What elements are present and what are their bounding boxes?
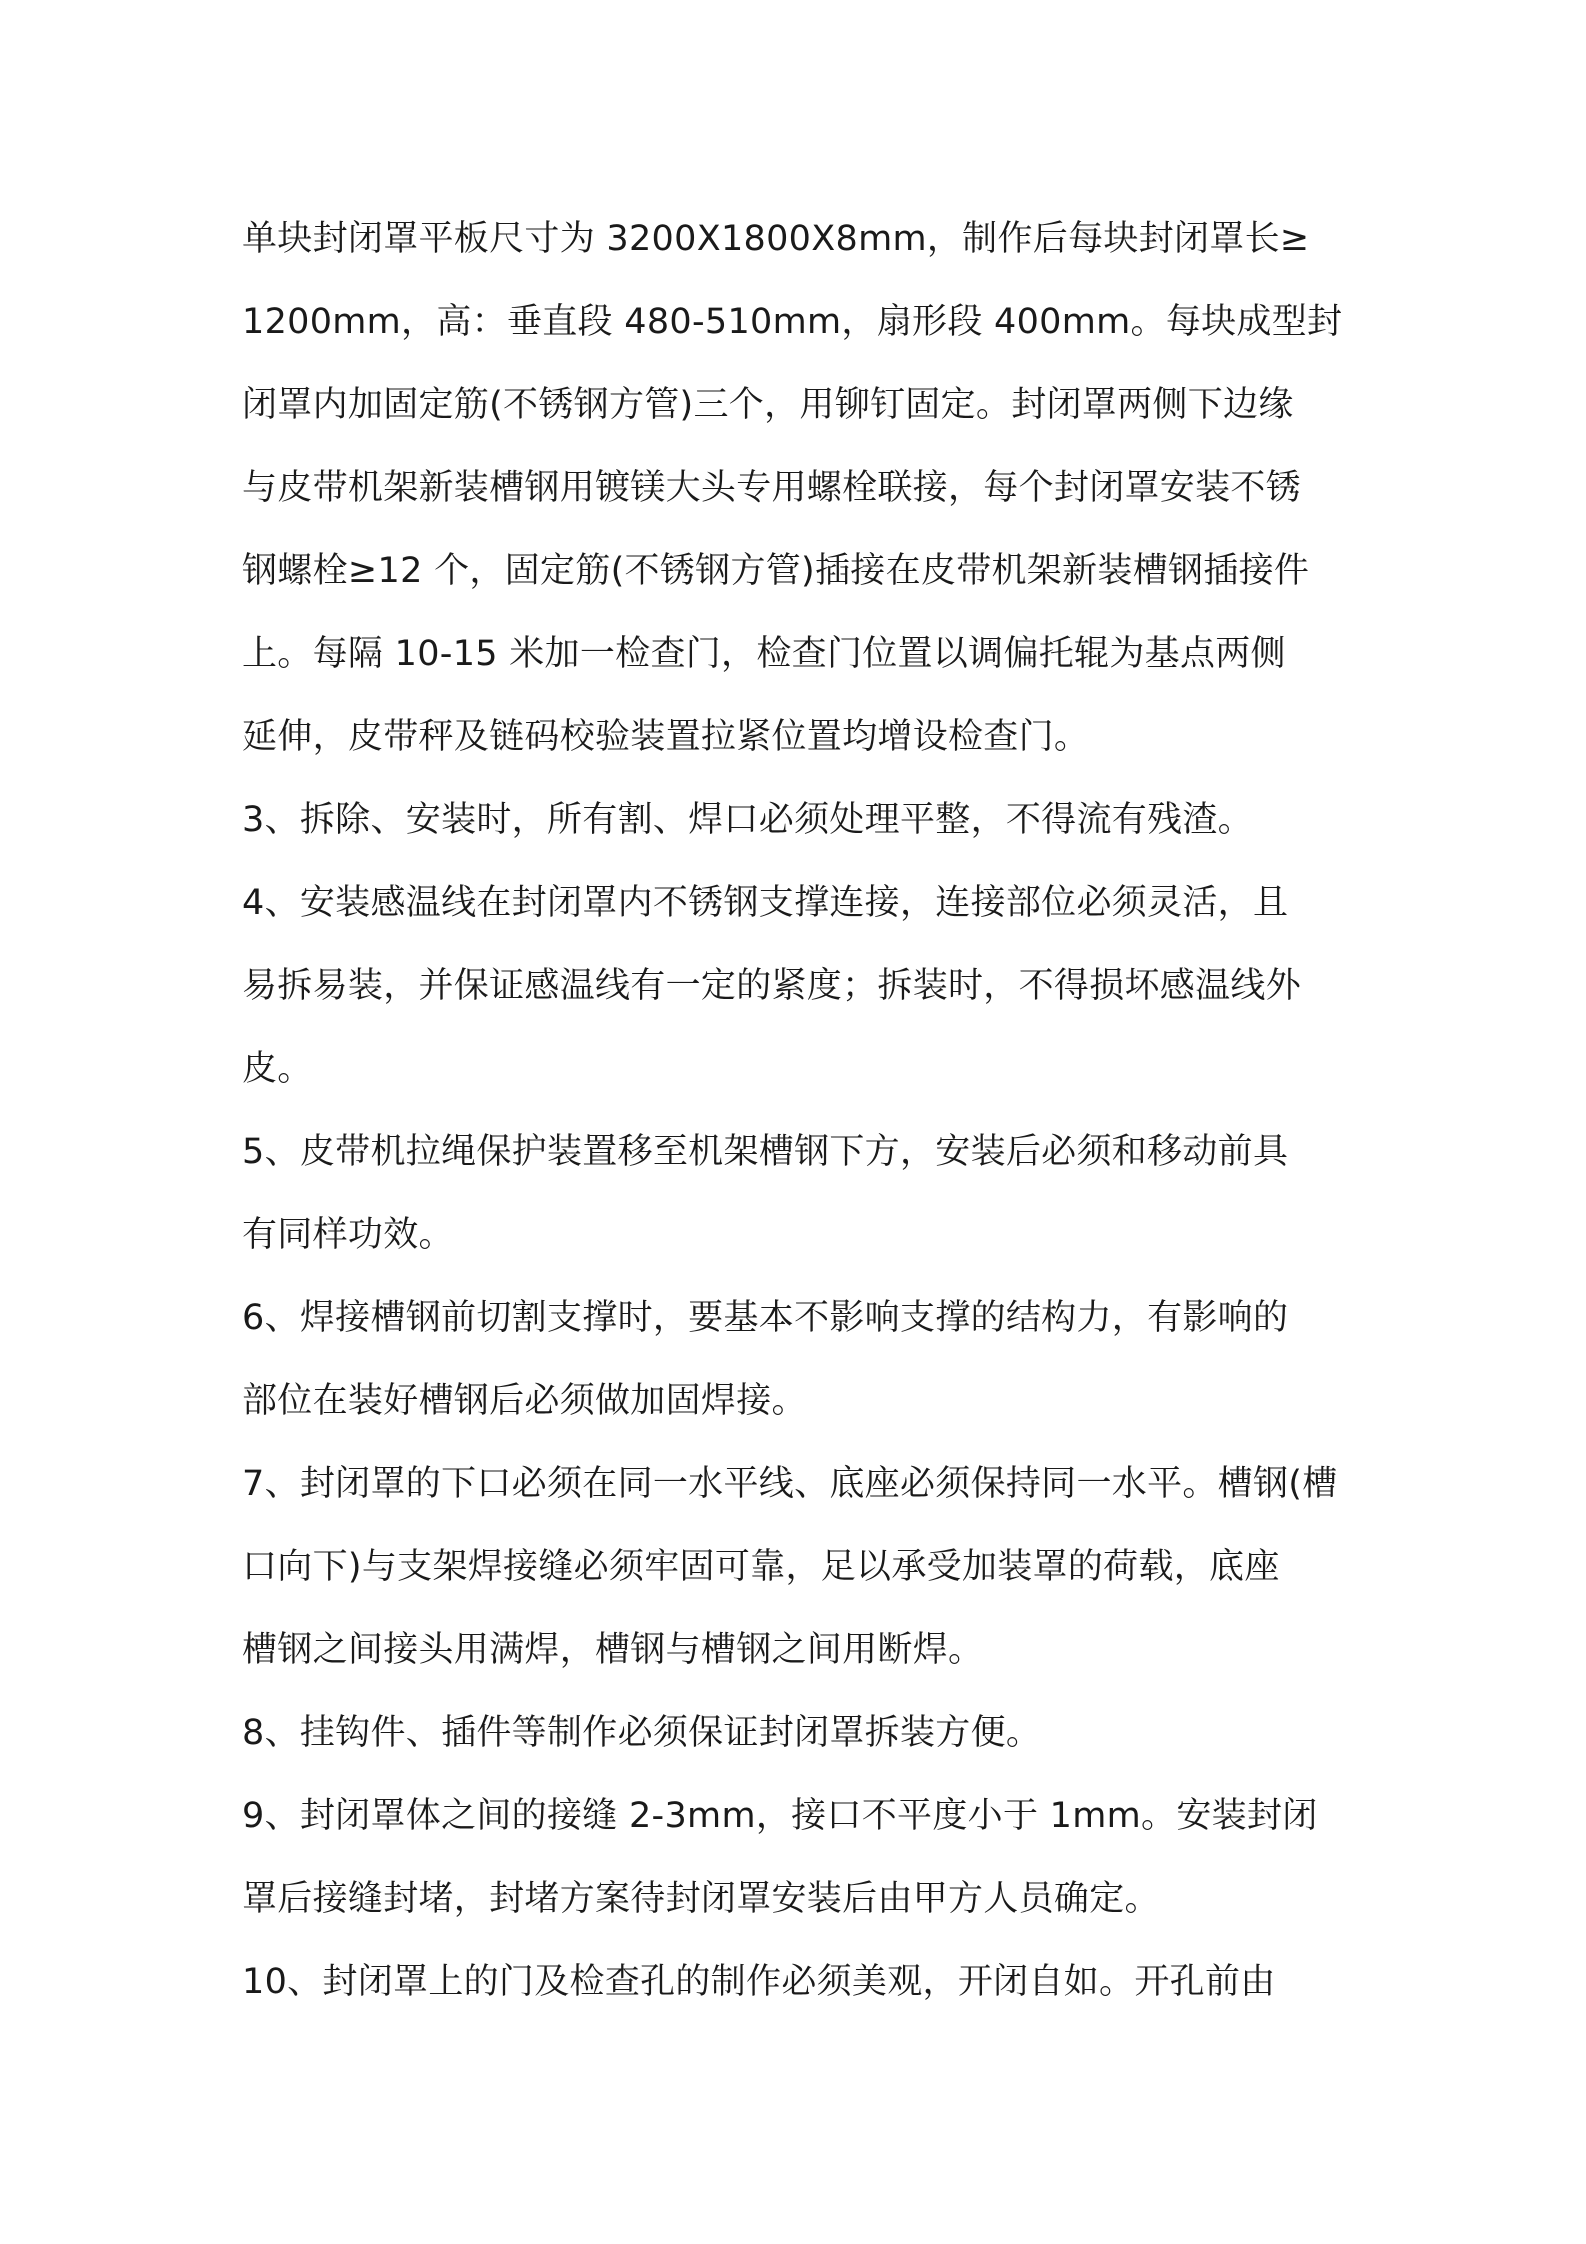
- text-line: 7、封闭罩的下口必须在同一水平线、底座必须保持同一水平。槽钢(槽: [242, 1464, 1338, 1504]
- text-line: 有同样功效。: [242, 1215, 454, 1255]
- document-body: [242, 198, 1352, 2024]
- text-line: 易拆易装，并保证感温线有一定的紧度；拆装时，不得损坏感温线外: [242, 966, 1302, 1006]
- text-line: 与皮带机架新装槽钢用镀镁大头专用螺栓联接，每个封闭罩安装不锈: [242, 468, 1302, 508]
- text-line: 闭罩内加固定筋(不锈钢方管)三个，用铆钉固定。封闭罩两侧下边缘: [242, 385, 1294, 425]
- text-line: 单块封闭罩平板尺寸为 3200X1800X8mm，制作后每块封闭罩长≥: [242, 219, 1310, 259]
- text-line: 8、挂钩件、插件等制作必须保证封闭罩拆装方便。: [242, 1713, 1042, 1753]
- text-line: 罩后接缝封堵，封堵方案待封闭罩安装后由甲方人员确定。: [242, 1879, 1160, 1919]
- text-line: 皮。: [242, 1049, 313, 1089]
- text-line: 6、焊接槽钢前切割支撑时，要基本不影响支撑的结构力，有影响的: [242, 1298, 1289, 1338]
- text-line: 9、封闭罩体之间的接缝 2-3mm，接口不平度小于 1mm。安装封闭: [242, 1796, 1318, 1836]
- text-line: 10、封闭罩上的门及检查孔的制作必须美观，开闭自如。开孔前由: [242, 1962, 1276, 2002]
- text-line: 3、拆除、安装时，所有割、焊口必须处理平整，不得流有残渣。: [242, 800, 1253, 840]
- text-line: 4、安装感温线在封闭罩内不锈钢支撑连接，连接部位必须灵活，且: [242, 883, 1289, 923]
- text-line: 部位在装好槽钢后必须做加固焊接。: [242, 1381, 807, 1421]
- text-line: 口向下)与支架焊接缝必须牢固可靠，足以承受加装罩的荷载，底座: [242, 1547, 1280, 1587]
- text-line: 上。每隔 10-15 米加一检查门，检查门位置以调偏托辊为基点两侧: [242, 634, 1286, 674]
- text-line: 槽钢之间接头用满焊，槽钢与槽钢之间用断焊。: [242, 1630, 984, 1670]
- text-line: 1200mm，高：垂直段 480-510mm，扇形段 400mm。每块成型封: [242, 302, 1343, 342]
- text-line: 钢螺栓≥12 个，固定筋(不锈钢方管)插接在皮带机架新装槽钢插接件: [242, 551, 1310, 591]
- text-line: 5、皮带机拉绳保护装置移至机架槽钢下方，安装后必须和移动前具: [242, 1132, 1289, 1172]
- text-line: 延伸，皮带秤及链码校验装置拉紧位置均增设检查门。: [242, 717, 1090, 757]
